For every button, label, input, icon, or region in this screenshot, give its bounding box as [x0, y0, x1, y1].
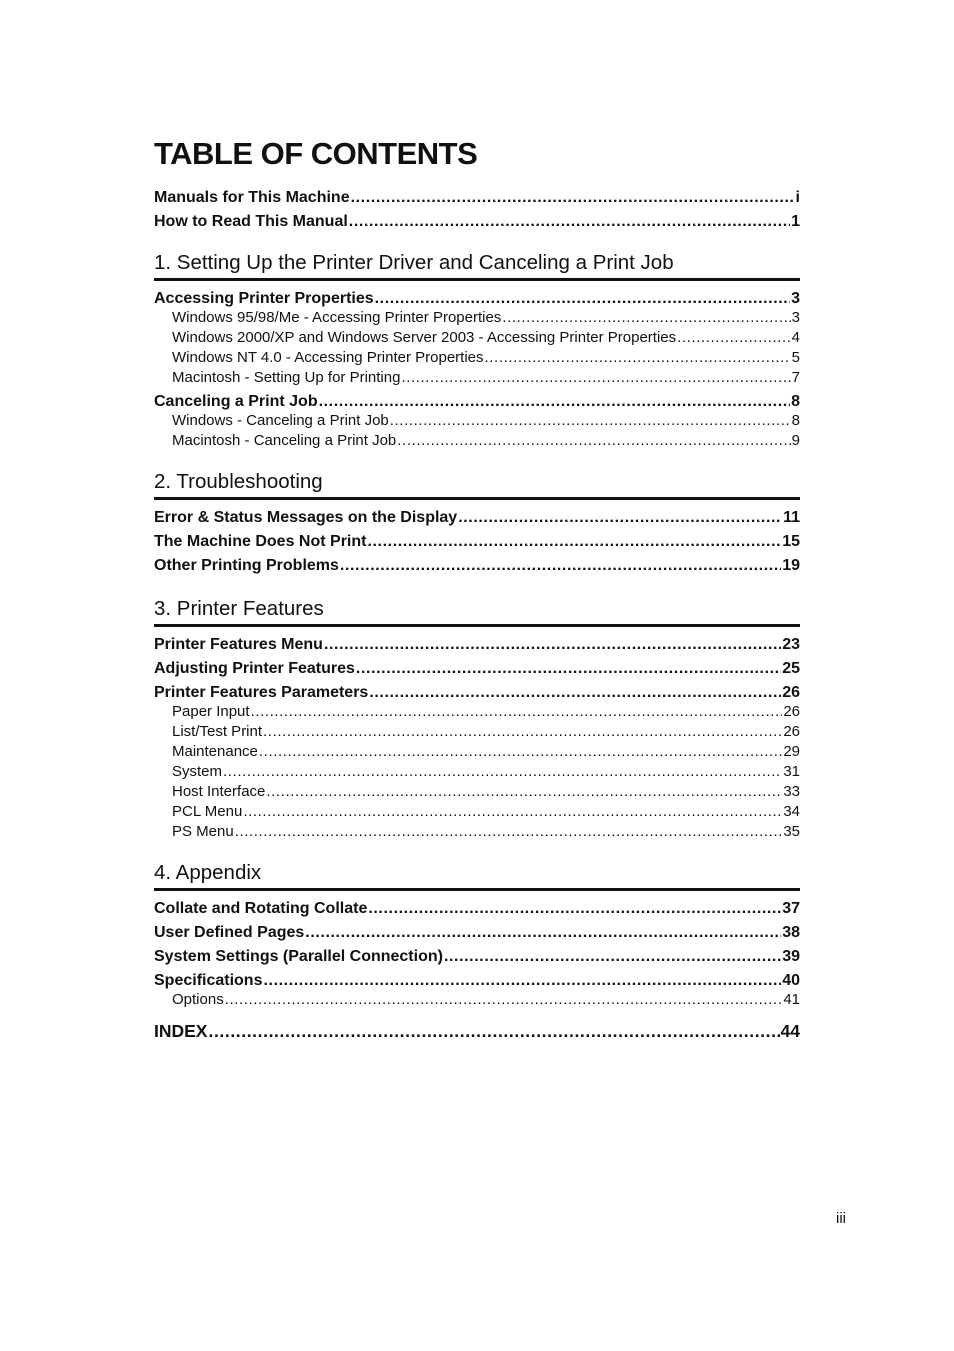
- dot-leader: [485, 348, 791, 368]
- page-title: TABLE OF CONTENTS: [154, 136, 478, 171]
- dot-leader: [223, 762, 782, 782]
- entry-title: PCL Menu: [172, 803, 243, 820]
- toc-subentry[interactable]: [154, 822, 800, 842]
- toc-entry[interactable]: [154, 921, 800, 945]
- dot-leader: [458, 506, 782, 530]
- entry-title: Other Printing Problems: [154, 557, 339, 574]
- entry-page: i: [795, 189, 800, 206]
- entry-title: Printer Features Parameters: [154, 684, 369, 701]
- toc-subentry[interactable]: [154, 328, 800, 348]
- entry-title: Manuals for This Machine: [154, 189, 350, 206]
- toc-subentry[interactable]: [154, 722, 800, 742]
- table-of-contents: [154, 186, 800, 1044]
- entry-page: 4: [791, 329, 800, 346]
- chapter-heading: 1. Setting Up the Printer Driver and Canceling a Print Job: [154, 248, 800, 281]
- dot-leader: [208, 1018, 779, 1044]
- entry-title: Macintosh - Canceling a Print Job: [172, 432, 397, 449]
- entry-title: Paper Input: [172, 703, 250, 720]
- entry-title: The Machine Does Not Print: [154, 533, 367, 550]
- entry-title: Adjusting Printer Features: [154, 660, 355, 677]
- toc-entry[interactable]: [154, 945, 800, 969]
- entry-title: Options: [172, 991, 224, 1008]
- entry-title: Collate and Rotating Collate: [154, 900, 368, 917]
- entry-title: Error & Status Messages on the Display: [154, 509, 458, 526]
- toc-entry[interactable]: [154, 657, 800, 681]
- dot-leader: [368, 897, 781, 921]
- toc-subentry[interactable]: [154, 431, 800, 451]
- toc-subentry[interactable]: [154, 802, 800, 822]
- dot-leader: [390, 411, 791, 431]
- entry-page: 44: [780, 1021, 800, 1041]
- entry-title: Windows - Canceling a Print Job: [172, 412, 389, 429]
- toc-subentry[interactable]: [154, 742, 800, 762]
- entry-title: How to Read This Manual: [154, 213, 348, 230]
- dot-leader: [444, 945, 781, 969]
- toc-subentry[interactable]: [154, 348, 800, 368]
- entry-title: System: [172, 763, 223, 780]
- page-number: iii: [836, 1210, 846, 1227]
- entry-page: 23: [782, 636, 800, 653]
- toc-entry[interactable]: [154, 210, 800, 234]
- toc-index-entry[interactable]: [154, 1018, 800, 1044]
- chapter-heading: 2. Troubleshooting: [154, 467, 800, 500]
- entry-title: Printer Features Menu: [154, 636, 323, 653]
- toc-subentry[interactable]: [154, 308, 800, 328]
- entry-page: 19: [782, 557, 800, 574]
- entry-page: 26: [782, 684, 800, 701]
- chapter-heading: 3. Printer Features: [154, 594, 800, 627]
- toc-entry[interactable]: [154, 633, 800, 657]
- dot-leader: [351, 186, 795, 210]
- entry-page: 38: [782, 924, 800, 941]
- entry-page: 35: [783, 823, 800, 840]
- entry-page: 1: [791, 213, 800, 230]
- toc-subentry[interactable]: [154, 782, 800, 802]
- entry-title: PS Menu: [172, 823, 234, 840]
- dot-leader: [677, 328, 791, 348]
- dot-leader: [235, 822, 783, 842]
- entry-page: 3: [791, 290, 800, 307]
- toc-entry[interactable]: [154, 186, 800, 210]
- dot-leader: [349, 210, 790, 234]
- dot-leader: [502, 308, 790, 328]
- dot-leader: [225, 990, 783, 1010]
- entry-title: User Defined Pages: [154, 924, 305, 941]
- entry-page: 33: [783, 783, 800, 800]
- toc-entry[interactable]: [154, 506, 800, 530]
- entry-page: 9: [791, 432, 800, 449]
- toc-subentry[interactable]: [154, 762, 800, 782]
- entry-title: Maintenance: [172, 743, 258, 760]
- dot-leader: [305, 921, 781, 945]
- dot-leader: [397, 431, 790, 451]
- dot-leader: [340, 554, 781, 578]
- entry-page: 37: [782, 900, 800, 917]
- entry-title: System Settings (Parallel Connection): [154, 948, 443, 965]
- entry-title: Windows 95/98/Me - Accessing Printer Properties: [172, 309, 502, 326]
- toc-entry[interactable]: [154, 554, 800, 578]
- toc-entry[interactable]: [154, 897, 800, 921]
- entry-page: 25: [782, 660, 800, 677]
- entry-page: 8: [791, 393, 800, 410]
- toc-subentry[interactable]: [154, 702, 800, 722]
- entry-page: 15: [782, 533, 800, 550]
- dot-leader: [401, 368, 790, 388]
- entry-title: Specifications: [154, 972, 263, 989]
- dot-leader: [356, 657, 781, 681]
- entry-title: INDEX: [154, 1021, 208, 1041]
- entry-page: 29: [783, 743, 800, 760]
- entry-page: 40: [782, 972, 800, 989]
- toc-entry[interactable]: [154, 530, 800, 554]
- toc-subentry[interactable]: [154, 990, 800, 1010]
- entry-page: 5: [791, 349, 800, 366]
- entry-title: Macintosh - Setting Up for Printing: [172, 369, 401, 386]
- dot-leader: [251, 702, 783, 722]
- entry-page: 39: [782, 948, 800, 965]
- entry-title: List/Test Print: [172, 723, 263, 740]
- dot-leader: [266, 782, 782, 802]
- entry-page: 11: [783, 509, 800, 526]
- entry-title: Host Interface: [172, 783, 266, 800]
- dot-leader: [324, 633, 781, 657]
- entry-page: 8: [791, 412, 800, 429]
- entry-title: Canceling a Print Job: [154, 393, 318, 410]
- dot-leader: [259, 742, 782, 762]
- entry-page: 7: [791, 369, 800, 386]
- entry-page: 3: [791, 309, 800, 326]
- entry-title: Accessing Printer Properties: [154, 290, 374, 307]
- dot-leader: [243, 802, 782, 822]
- entry-page: 41: [783, 991, 800, 1008]
- entry-title: Windows NT 4.0 - Accessing Printer Properties: [172, 349, 484, 366]
- entry-title: Windows 2000/XP and Windows Server 2003 - Accessing Printer Properties: [172, 329, 677, 346]
- entry-page: 26: [783, 703, 800, 720]
- chapter-heading: 4. Appendix: [154, 858, 800, 891]
- toc-subentry[interactable]: [154, 411, 800, 431]
- toc-subentry[interactable]: [154, 368, 800, 388]
- entry-page: 31: [783, 763, 800, 780]
- dot-leader: [367, 530, 781, 554]
- entry-page: 34: [783, 803, 800, 820]
- entry-page: 26: [783, 723, 800, 740]
- dot-leader: [263, 722, 782, 742]
